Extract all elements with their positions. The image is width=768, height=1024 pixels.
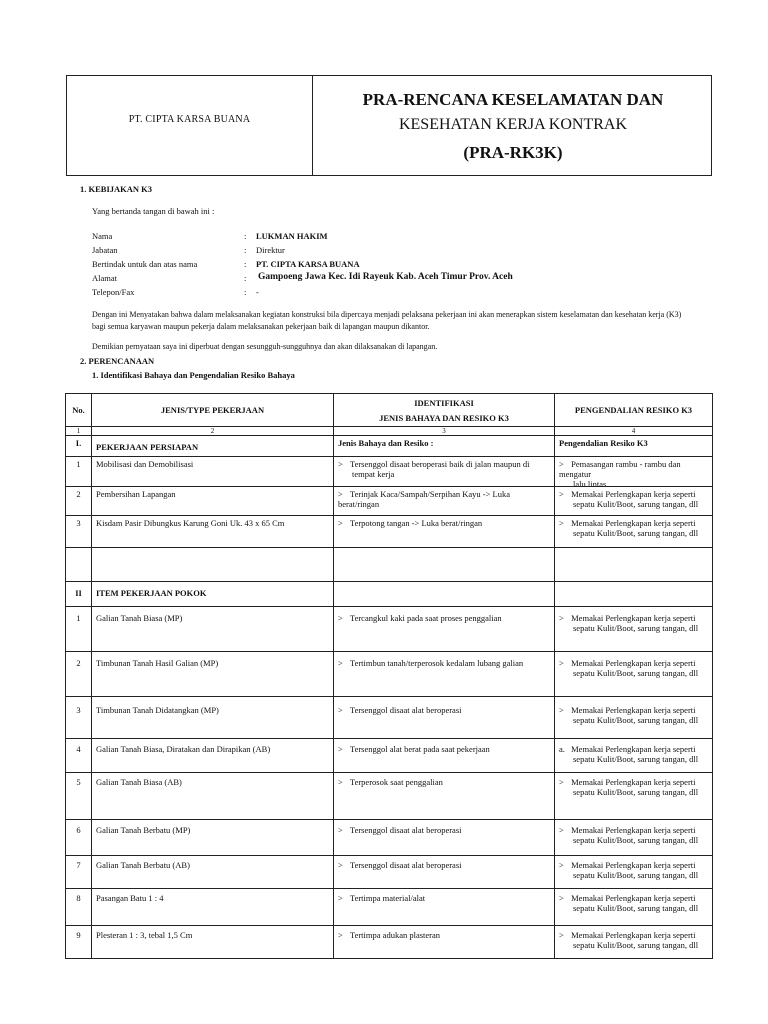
section-title: PEKERJAAN PERSIAPAN: [91, 436, 333, 456]
control-text: sepatu Kulit/Boot, sarung tangan, dll: [573, 623, 699, 633]
bullet-marker: >: [559, 489, 564, 499]
field-label-nama: Nama: [92, 231, 113, 241]
job-type: Pasangan Batu 1 : 4: [91, 889, 333, 925]
bullet-marker: >: [559, 777, 564, 787]
control-text: sepatu Kulit/Boot, sarung tangan, dll: [573, 528, 699, 538]
control-text: Memakai Perlengkapan kerja seperti: [571, 825, 696, 835]
bullet-marker: >: [559, 613, 564, 623]
field-value-nama: LUKMAN HAKIM: [256, 231, 328, 241]
control-cell: [554, 739, 712, 772]
job-type: Galian Tanah Biasa (MP): [91, 607, 333, 651]
hazard-cell: [333, 856, 554, 888]
empty-cell: [554, 582, 712, 606]
bullet-marker: >: [559, 860, 564, 870]
bullet-marker: >: [559, 930, 564, 940]
control-cell: [554, 926, 712, 958]
empty-cell: [333, 548, 554, 581]
job-type: Pembersihan Lapangan: [91, 487, 333, 515]
column-number: 2: [91, 427, 333, 435]
header-pengendalian: PENGENDALIAN RESIKO K3: [554, 394, 712, 426]
control-text: Memakai Perlengkapan kerja seperti: [571, 777, 696, 787]
title-line-3: (PRA-RK3K): [463, 143, 563, 162]
row-number: 4: [76, 744, 81, 754]
job-type: Plesteran 1 : 3, tebal 1,5 Cm: [91, 926, 333, 958]
hazard-text: Tertimbun tanah/terperosok kedalam lubang galian: [349, 658, 524, 668]
control-text: Memakai Perlengkapan kerja seperti: [571, 930, 696, 940]
field-value-bertindak: PT. CIPTA KARSA BUANA: [256, 259, 360, 269]
table-header-row: [66, 394, 712, 426]
table-row: [66, 651, 712, 696]
header-jenis-pekerjaan: JENIS/TYPE PEKERJAAN: [91, 394, 333, 426]
bullet-marker: >: [338, 489, 343, 499]
hazard-text: Tersenggol disaat beroperasi baik di jalan maupun di: [349, 459, 530, 469]
hazard-cell: [333, 889, 554, 925]
bullet-marker: >: [338, 518, 343, 528]
job-type: Galian Tanah Berbatu (AB): [91, 856, 333, 888]
hazard-text: Terperosok saat penggalian: [349, 777, 443, 787]
column-number: 3: [333, 427, 554, 435]
control-text: sepatu Kulit/Boot, sarung tangan, dll: [573, 715, 699, 725]
header-identifikasi-sub: JENIS BAHAYA DAN RESIKO K3: [379, 412, 509, 423]
control-cell: [554, 820, 712, 855]
field-value-jabatan: Direktur: [256, 245, 285, 255]
empty-cell: [333, 582, 554, 606]
control-text: Memakai Perlengkapan kerja seperti: [571, 658, 696, 668]
bullet-marker: >: [338, 613, 343, 623]
table-row: [66, 738, 712, 772]
hazard-text: tempat kerja: [352, 469, 395, 479]
control-text: Memakai Perlengkapan kerja seperti: [571, 860, 696, 870]
bullet-marker: >: [559, 825, 564, 835]
hazard-text: Tersenggol disaat alat beroperasi: [349, 825, 462, 835]
bullet-marker: >: [338, 860, 343, 870]
control-text: Pemasangan rambu - rambu dan mengatur: [559, 459, 681, 479]
field-label-bertindak: Bertindak untuk dan atas nama: [92, 259, 198, 269]
bullet-marker: >: [559, 893, 564, 903]
section-col4-label: Pengendalian Resiko K3: [554, 436, 712, 456]
empty-cell: [66, 548, 91, 581]
section-1-heading: 1. KEBIJAKAN K3: [80, 184, 153, 194]
control-cell: [554, 607, 712, 651]
field-colon: :: [244, 287, 247, 297]
table-row: [66, 515, 712, 547]
bullet-marker: a.: [559, 744, 565, 754]
control-text: lalu lintas.: [573, 479, 609, 489]
table-row: [66, 925, 712, 958]
hazard-cell: [333, 697, 554, 738]
job-type: Kisdam Pasir Dibungkus Karung Goni Uk. 43 x 65 Cm: [91, 516, 333, 547]
control-cell: [554, 856, 712, 888]
column-number: 4: [554, 427, 712, 435]
table-row: [66, 772, 712, 819]
table-row: [66, 486, 712, 515]
bullet-marker: >: [338, 825, 343, 835]
row-number: 3: [76, 518, 81, 528]
row-number: 5: [76, 777, 81, 787]
header-identifikasi-top: IDENTIFIKASI: [414, 397, 474, 408]
bullet-marker: >: [338, 744, 343, 754]
bullet-marker: >: [338, 777, 343, 787]
row-number: 9: [76, 930, 81, 940]
header-no: No.: [72, 405, 85, 415]
control-cell: [554, 773, 712, 819]
closing-statement: Demikian pernyataan saya ini diperbuat dengan sesungguh-sungguhnya dan akan dilaksanakan di lapangan.: [92, 342, 438, 351]
hazard-text: Tersenggol disaat alat beroperasi: [349, 860, 462, 870]
header-identifikasi: [333, 394, 554, 426]
control-cell: [554, 697, 712, 738]
table-row: [66, 606, 712, 651]
field-colon: :: [244, 245, 247, 255]
field-colon: :: [244, 231, 247, 241]
hazard-cell: [333, 739, 554, 772]
control-cell: [554, 487, 712, 515]
row-number: 3: [76, 705, 81, 715]
table-row: [66, 855, 712, 888]
control-text: sepatu Kulit/Boot, sarung tangan, dll: [573, 787, 699, 797]
bullet-marker: >: [338, 658, 343, 668]
section-2-subheading: 1. Identifikasi Bahaya dan Pengendalian Resiko Bahaya: [92, 370, 295, 380]
control-text: Memakai Perlengkapan kerja seperti: [571, 489, 696, 499]
control-text: Memakai Perlengkapan kerja seperti: [571, 518, 696, 528]
control-cell: [554, 652, 712, 696]
hazard-text: Terpotong tangan -> Luka berat/ringan: [349, 518, 483, 528]
control-text: sepatu Kulit/Boot, sarung tangan, dll: [573, 754, 699, 764]
table-row: [66, 456, 712, 489]
job-type: Timbunan Tanah Hasil Galian (MP): [91, 652, 333, 696]
document-header: [66, 75, 712, 176]
hazard-cell: [333, 773, 554, 819]
empty-cell: [91, 548, 333, 581]
section-row-pokok: [66, 581, 712, 606]
company-name: PT. CIPTA KARSA BUANA: [128, 114, 251, 125]
control-text: Memakai Perlengkapan kerja seperti: [571, 744, 696, 754]
row-number: 8: [76, 893, 81, 903]
table-row: [66, 696, 712, 738]
bullet-marker: >: [338, 930, 343, 940]
column-number-row: [66, 426, 712, 435]
row-number: 6: [76, 825, 81, 835]
section-number: I.: [75, 438, 82, 448]
statement-line-1: Dengan ini Menyatakan bahwa dalam melaksanakan kegiatan konstruksi bila dipercaya menjadi pelaksana pekerjaan ini akan menerapkan sistem keselamatan dan kesehatan kerja (K3): [92, 310, 682, 319]
column-number: 1: [76, 427, 81, 435]
hazard-text: Tercangkul kaki pada saat proses penggalian: [349, 613, 502, 623]
bullet-marker: >: [338, 893, 343, 903]
control-cell: [554, 516, 712, 547]
title-line-2: KESEHATAN KERJA KONTRAK: [398, 116, 628, 133]
row-number: 7: [76, 860, 81, 870]
control-text: sepatu Kulit/Boot, sarung tangan, dll: [573, 499, 699, 509]
bullet-marker: >: [559, 658, 564, 668]
table-row-empty: [66, 547, 712, 581]
control-text: Memakai Perlengkapan kerja seperti: [571, 705, 696, 715]
job-type: Timbunan Tanah Didatangkan (MP): [91, 697, 333, 738]
hazard-cell: [333, 516, 554, 547]
control-text: Memakai Perlengkapan kerja seperti: [571, 893, 696, 903]
bullet-marker: >: [338, 459, 343, 469]
hazard-table: [65, 393, 713, 959]
hazard-text: Tersenggol disaat alat beroperasi: [349, 705, 462, 715]
field-label-alamat: Alamat: [92, 273, 118, 283]
control-text: sepatu Kulit/Boot, sarung tangan, dll: [573, 668, 699, 678]
bullet-marker: >: [559, 518, 564, 528]
title-line-1: PRA-RENCANA KESELAMATAN DAN: [362, 90, 664, 109]
bullet-marker: >: [559, 459, 564, 469]
row-number: 1: [76, 459, 81, 469]
row-number: 1: [76, 613, 81, 623]
bullet-marker: >: [338, 705, 343, 715]
table-row: [66, 819, 712, 855]
field-value-telepon: -: [256, 287, 259, 297]
field-value-alamat: Gampoeng Jawa Kec. Idi Rayeuk Kab. Aceh Timur Prov. Aceh: [258, 272, 513, 282]
section-title: ITEM PEKERJAAN POKOK: [91, 582, 333, 606]
job-type: Galian Tanah Biasa (AB): [91, 773, 333, 819]
section-number: II: [75, 588, 82, 598]
hazard-text: Terinjak Kaca/Sampah/Serpihan Kayu -> Luka berat/ringan: [338, 489, 510, 509]
row-number: 2: [76, 658, 81, 668]
job-type: Mobilisasi dan Demobilisasi: [91, 457, 333, 486]
control-text: sepatu Kulit/Boot, sarung tangan, dll: [573, 903, 699, 913]
section-1-intro: Yang bertanda tangan di bawah ini :: [92, 206, 215, 216]
field-label-jabatan: Jabatan: [92, 245, 118, 255]
hazard-cell: [333, 652, 554, 696]
table-row: [66, 888, 712, 925]
hazard-cell: [333, 607, 554, 651]
control-text: sepatu Kulit/Boot, sarung tangan, dll: [573, 940, 699, 950]
hazard-cell: [333, 487, 554, 515]
section-row-persiapan: [66, 435, 712, 456]
section-col3-label: Jenis Bahaya dan Resiko :: [333, 436, 554, 456]
control-text: sepatu Kulit/Boot, sarung tangan, dll: [573, 870, 699, 880]
control-cell: [554, 889, 712, 925]
control-text: Memakai Perlengkapan kerja seperti: [571, 613, 696, 623]
empty-cell: [554, 548, 712, 581]
field-colon: :: [244, 259, 247, 269]
field-colon: :: [244, 273, 247, 283]
hazard-cell: [333, 926, 554, 958]
control-text: sepatu Kulit/Boot, sarung tangan, dll: [573, 835, 699, 845]
job-type: Galian Tanah Biasa, Diratakan dan Dirapikan (AB): [91, 739, 333, 772]
hazard-cell: [333, 820, 554, 855]
job-type: Galian Tanah Berbatu (MP): [91, 820, 333, 855]
bullet-marker: >: [559, 705, 564, 715]
row-number: 2: [76, 489, 81, 499]
hazard-text: Tertimpa material/alat: [349, 893, 426, 903]
hazard-text: Tertimpa adukan plasteran: [349, 930, 441, 940]
control-cell: [554, 457, 712, 489]
statement-line-2: bagi semua karyawan maupun pekerja dalam melaksanakan pekerjaan baik di lapangan maupun dikantor.: [92, 322, 430, 331]
hazard-cell: [333, 457, 554, 486]
hazard-text: Tersenggol alat berat pada saat pekerjaan: [349, 744, 490, 754]
field-label-telepon: Telepon/Fax: [92, 287, 135, 297]
section-2-heading: 2. PERENCANAAN: [80, 356, 155, 366]
